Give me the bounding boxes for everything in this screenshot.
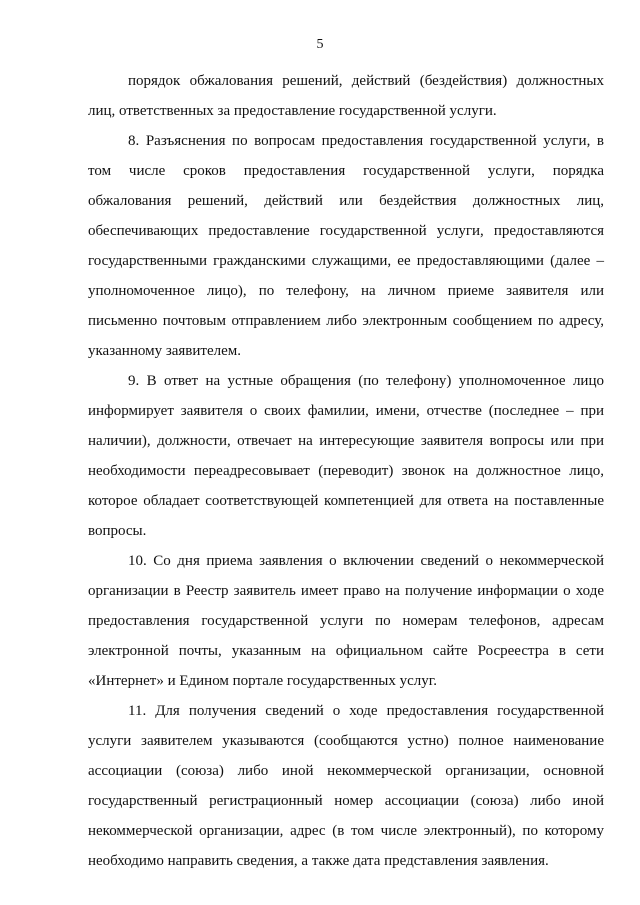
paragraph-9: 9. В ответ на устные обращения (по телефону) уполномоченное лицо информирует заявителя о своих фамилии, имени, отчестве (последнее – при наличии), должности, отвечает на интересующие заявителя вопросы или при необходимости переадресовывает (переводит) звонок на должностное лицо, которое обладает соответствующей компетенцией для ответа на поставленные вопросы. bbox=[88, 373, 604, 539]
paragraph-11: 11. Для получения сведений о ходе предоставления государственной услуги заявителем указываются (сообщаются устно) полное наименование ассоциации (союза) либо иной некоммерческой организации, основной государственный регистрационный номер ассоциации (союза) либо иной некоммерческой организации, адрес (в том числе электронный), по которому необходимо направить сведения, а также дата представления заявления. bbox=[88, 703, 604, 869]
document-body bbox=[88, 66, 604, 876]
page-number: 5 bbox=[316, 37, 324, 52]
paragraph-continuation: порядок обжалования решений, действий (бездействия) должностных лиц, ответственных за предоставление государственной услуги. bbox=[88, 73, 604, 119]
paragraph-8: 8. Разъяснения по вопросам предоставления государственной услуги, в том числе сроков предоставления государственной услуги, порядка обжалования решений, действий или бездействия должностных лиц, обеспечивающих предоставление государственной услуги, предоставляются государственными гражданскими служащими, ее предоставляющими (далее – уполномоченное лицо), по телефону, на личном приеме заявителя или письменно почтовым отправлением либо электронным сообщением по адресу, указанному заявителем. bbox=[88, 133, 604, 359]
paragraph-10: 10. Со дня приема заявления о включении сведений о некоммерческой организации в Реестр заявитель имеет право на получение информации о ходе предоставления государственной услуги по номерам телефонов, адресам электронной почты, указанным на официальном сайте Росреестра в сети «Интернет» и Едином портале государственных услуг. bbox=[88, 553, 604, 689]
